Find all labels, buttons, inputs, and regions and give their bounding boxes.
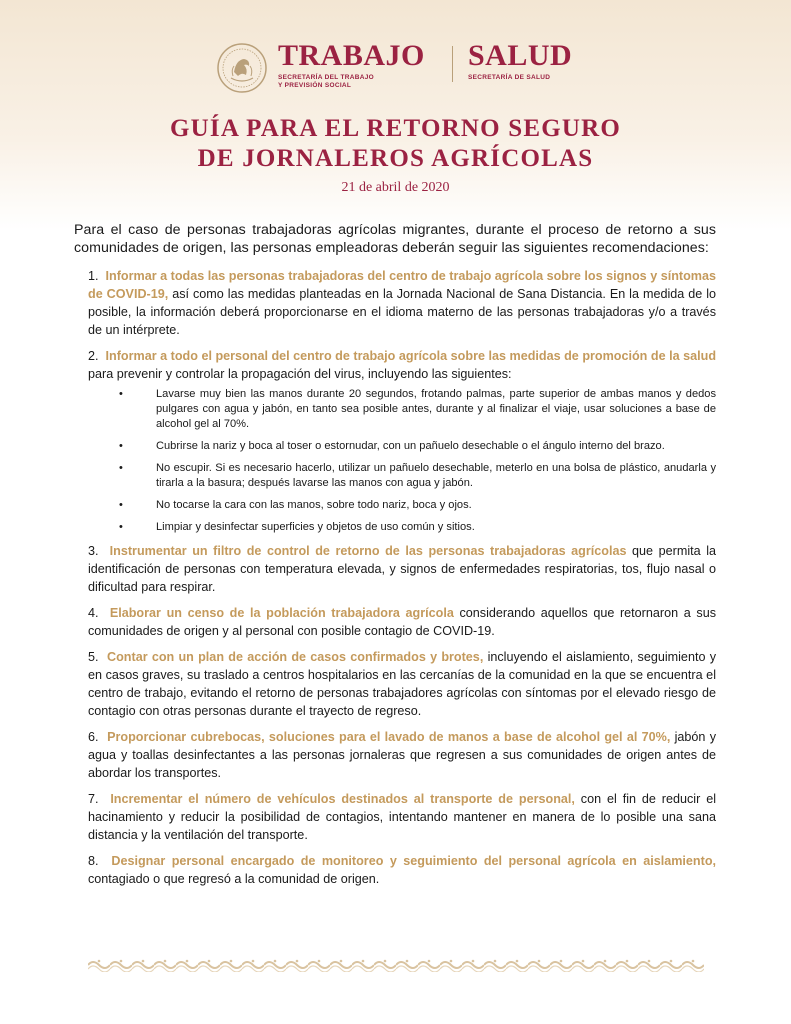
item-number: 2. (88, 349, 99, 363)
trabajo-subtitle-line2: Y PREVISIÓN SOCIAL (278, 82, 352, 89)
item-number: 7. (88, 792, 99, 806)
item-number: 3. (88, 544, 99, 558)
list-item (74, 267, 716, 339)
item-number: 1. (88, 269, 99, 283)
bullet-item (119, 498, 716, 513)
item-highlight: Instrumentar un filtro de control de retorno de las personas trabajadoras agrícolas (109, 544, 627, 558)
list-item (74, 604, 716, 640)
item-text: jabón y agua y toallas desinfectantes a las personas jornaleras que regresen a sus comunidades de origen antes de abordar los transportes. (88, 730, 717, 780)
salud-subtitle: SECRETARÍA DE SALUD (468, 74, 551, 81)
list-item (74, 852, 716, 888)
intro-paragraph: Para el caso de personas trabajadoras agrícolas migrantes, durante el proceso de retorno a sus comunidades de origen, las personas empleadoras deberán seguir las siguientes recomendaciones: (74, 222, 716, 256)
title-line-1: GUÍA PARA EL RETORNO SEGURO (169, 115, 621, 142)
document-title (0, 114, 791, 174)
bullet-text: No escupir. Si es necesario hacerlo, utilizar un pañuelo desechable, meterlo en una bolsa de plástico, anudarla y tirarla a la basura; después lavarse las manos con agua y jabón. (156, 462, 716, 489)
document-date: 21 de abril de 2020 (341, 180, 450, 195)
item-text: con el fin de reducir el hacinamiento y reducir la posibilidad de contagios, intentando mantener en manera de lo posible una sana distancia y la ventilación del transporte. (88, 792, 716, 842)
list-item (74, 728, 716, 782)
health-measures-list (74, 387, 716, 535)
item-text: contagiado o que regresó a la comunidad de origen. (88, 872, 380, 886)
item-text: considerando aquellos que retornaron a sus comunidades de origen y al personal con posible contagio de COVID-19. (88, 606, 716, 638)
list-item (74, 542, 716, 596)
bullet-text: Cubrirse la nariz y boca al toser o estornudar, con un pañuelo desechable o el ángulo interno del brazo. (156, 440, 665, 452)
list-item (74, 648, 716, 720)
list-item (74, 790, 716, 844)
item-number: 8. (88, 854, 99, 868)
decorative-pattern-band (88, 958, 704, 972)
bullet-text: Limpiar y desinfectar superficies y objetos de uso común y sitios. (156, 521, 475, 533)
item-text: así como las medidas planteadas en la Jornada Nacional de Sana Distancia. En la medida de lo posible, la información deberá proporcionarse en el idioma materno de las personas trabajadoras y/o a través de un intérprete. (88, 287, 717, 337)
item-highlight: Informar a todo el personal del centro de trabajo agrícola sobre las medidas de promoción de la salud (105, 349, 717, 363)
item-text: para prevenir y controlar la propagación del virus, incluyendo las siguientes: (88, 367, 512, 381)
mexico-coat-of-arms-icon (216, 42, 268, 94)
item-highlight: Proporcionar cubrebocas, soluciones para el lavado de manos a base de alcohol gel al 70%, (107, 730, 671, 744)
item-text: incluyendo el aislamiento, seguimiento y en casos graves, su traslado a centros hospitalarios en las cercanías de la comunidad en la que se encuentra el centro de trabajo, evitando el retorno de personas trabajadores agrícolas con síntomas por el elevado riesgo de contagio con otras personas durante el trayecto de regreso. (88, 650, 716, 718)
trabajo-subtitle-line1: SECRETARÍA DEL TRABAJO (278, 74, 375, 81)
brand-salud (468, 40, 572, 82)
bullet-text: Lavarse muy bien las manos durante 20 segundos, frotando palmas, parte superior de ambas manos y dedos pulgares con agua y jabón, en tanto sea posible antes, durante y al finalizar el viaje, usar soluciones a base de alcohol gel al 70%. (156, 388, 716, 430)
item-highlight: Designar personal encargado de monitoreo y seguimiento del personal agrícola en aislamiento, (111, 854, 717, 868)
bullet-icon: • (119, 388, 123, 400)
item-number: 4. (88, 606, 99, 620)
bullet-icon: • (119, 499, 123, 511)
list-item (74, 347, 716, 383)
bullet-item (119, 520, 716, 535)
bullet-icon: • (119, 440, 123, 452)
item-number: 6. (88, 730, 99, 744)
bullet-icon: • (119, 462, 123, 474)
salud-label: SALUD (468, 39, 573, 72)
title-line-2: DE JORNALEROS AGRÍCOLAS (197, 145, 594, 172)
item-highlight: Incrementar el número de vehículos destinados al transporte de personal, (110, 792, 575, 806)
bullet-item (119, 439, 716, 454)
item-highlight: Informar a todas las personas trabajadoras del centro de trabajo agrícola sobre los signos y síntomas de COVID-19, (88, 269, 716, 301)
item-highlight: Elaborar un censo de la población trabajadora agrícola (109, 606, 454, 620)
bullet-icon: • (119, 521, 123, 533)
page-header (216, 40, 586, 98)
document-body (74, 221, 716, 896)
item-text: que permita la identificación de personas con temperatura elevada, y signos de enfermedades respiratorias, tos, flujo nasal o dificultad para respirar. (88, 544, 716, 594)
brand-trabajo (278, 40, 425, 90)
brand-divider (452, 46, 453, 82)
bullet-text: No tocarse la cara con las manos, sobre todo nariz, boca y ojos. (156, 499, 472, 511)
bullet-item (119, 387, 716, 432)
item-number: 5. (88, 650, 99, 664)
trabajo-label: TRABAJO (278, 39, 425, 72)
item-highlight: Contar con un plan de acción de casos confirmados y brotes, (107, 650, 484, 664)
bullet-item (119, 461, 716, 491)
